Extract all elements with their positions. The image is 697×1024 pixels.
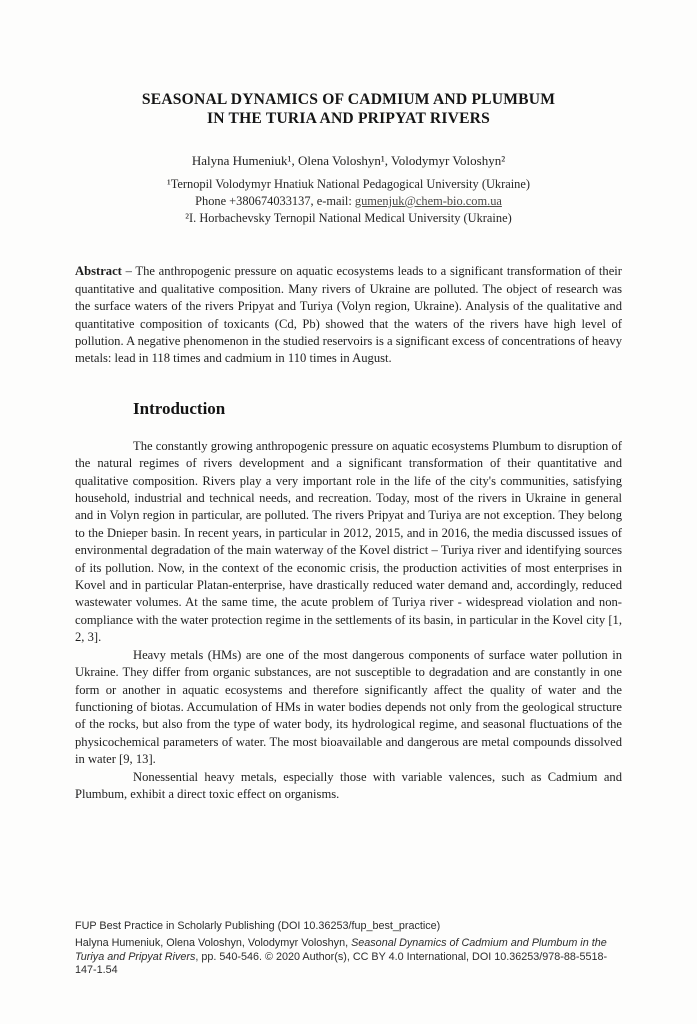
intro-paragraph-1: The constantly growing anthropogenic pressure on aquatic ecosystems Plumbum to disruption of the natural regimes of rivers development and a significant transformation of their quantitative and qualitative composition. Rivers play a very important role in the life of the city's communities, satisfying household, industrial and technical needs, and recreation. Today, most of the rivers in Ukraine in general and in Volyn region in particular, are polluted. The rivers Pripyat and Turiya are not exception. They belong to the Dnieper basin. In recent years, in particular in 2012, 2015, and in 2016, the media discussed issues of environmental degradation of the main waterway of the Kovel district – Turiya river and identifying sources of its pollution. Now, in the context of the economic crisis, the production activities of most enterprises in Kovel and in particular Platan-enterprise, have drastically reduced water demand and, accordingly, reduced wastewater volumes. At the same time, the acute problem of Turiya river - widespread violation and non-compliance with the water protection regime in the settlements of its basin, in particular in the Kovel city [1, 2, 3]. (75, 438, 622, 645)
contact-line (75, 193, 622, 210)
author-line: Halyna Humeniuk¹, Olena Voloshyn¹, Volodymyr Voloshyn² (191, 153, 506, 168)
intro-paragraph-2: Heavy metals (HMs) are one of the most dangerous components of surface water pollution in Ukraine. They differ from organic substances, are not susceptible to degradation and are constantly in one form or another in aquatic ecosystems and therefore significantly affect the quality of water and the functioning of biotas. Accumulation of HMs in water bodies depends not only from the geological structure of the rocks, but also from the type of water body, its hydrological regime, and seasonal fluctuations of the physicochemical parameters of water. The most bioavailable and dangerous are metal compounds dissolved in water [9, 13]. (75, 647, 622, 767)
abstract-label: Abstract (75, 264, 122, 279)
citation-line (75, 937, 627, 977)
abstract-text: The anthropogenic pressure on aquatic ecosystems leads to a significant transformation of their quantitative and qualitative composition. Many rivers of Ukraine are polluted. The object of research was the surface waters of the rivers Pripyat and Turiya (Volyn region, Ukraine). Analysis of the qualitative and quantitative composition of toxicants (Cd, Pb) showed that the waters of the rivers have high level of pollution. A negative phenomenon in the studied reservoirs is a significant excess of concentrations of heavy metals: lead in 118 times and cadmium in 110 times in August. (75, 264, 623, 366)
abstract-paragraph (75, 263, 622, 367)
intro-paragraph-3: Nonessential heavy metals, especially those with variable valences, such as Cadmium and Plumbum, exhibit a direct toxic effect on organisms. (75, 769, 622, 801)
paper-title (75, 90, 622, 128)
page-content (75, 0, 622, 803)
affiliations-block (75, 176, 622, 226)
email-link[interactable]: gumenjuk@chem-bio.com.ua (354, 193, 502, 208)
paper-title-line1: SEASONAL DYNAMICS OF CADMIUM AND PLUMBUM (141, 91, 556, 108)
publisher-line: FUP Best Practice in Scholarly Publishing (DOI 10.36253/fup_best_practice) (75, 920, 441, 932)
contact-prefix: Phone +380674033137, e-mail: (195, 193, 355, 208)
citation-title: Seasonal Dynamics of Cadmium and Plumbum in the Turiya and Pripyat Rivers (75, 937, 607, 963)
page-footer (75, 920, 627, 978)
citation-rest: , pp. 540-546. © 2020 Author(s), CC BY 4.0 International, DOI 10.36253/978-88-5518-147-1.54 (75, 950, 608, 977)
paper-title-line2: IN THE TURIA AND PRIPYAT RIVERS (206, 110, 491, 127)
affiliation-2: ²I. Horbachevsky Ternopil National Medical University (Ukraine) (185, 210, 512, 225)
citation-authors: Halyna Humeniuk, Olena Voloshyn, Volodymyr Voloshyn, (75, 937, 352, 950)
abstract-dash: – (121, 264, 136, 279)
affiliation-1: ¹Ternopil Volodymyr Hnatiuk National Pedagogical University (Ukraine) (166, 177, 531, 191)
section-heading-introduction: Introduction (133, 398, 226, 418)
